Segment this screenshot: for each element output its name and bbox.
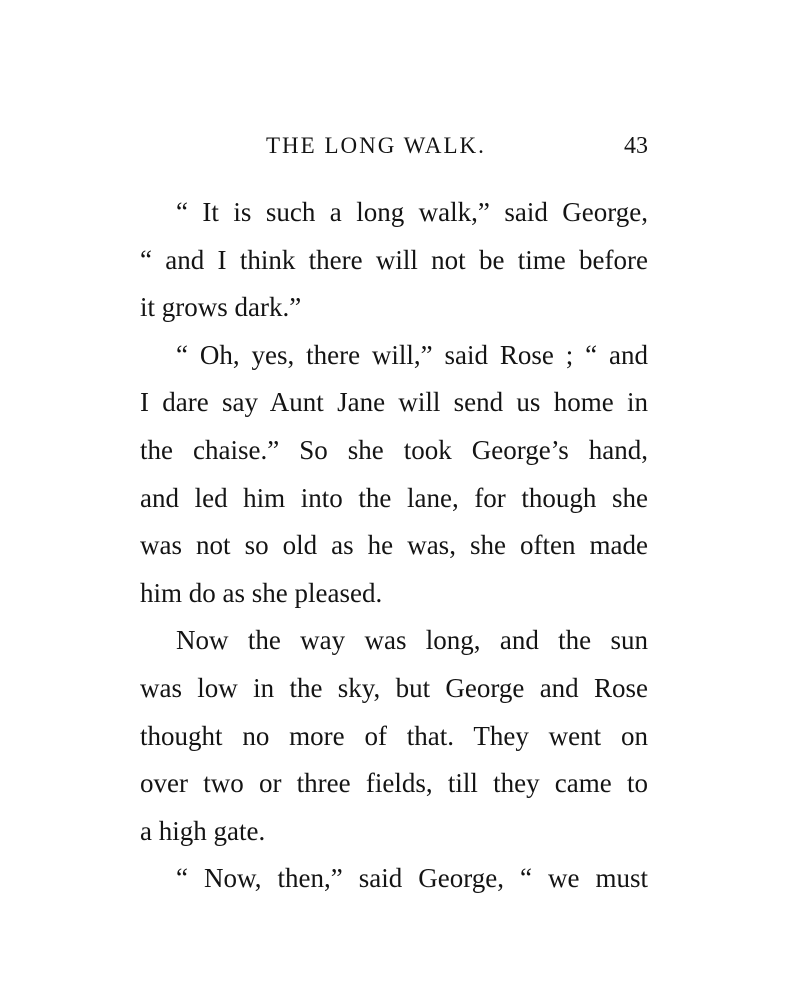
text-line: “ Oh, yes, there will,” said Rose ; “ and xyxy=(176,339,648,370)
text-line: him do as she pleased. xyxy=(140,577,383,608)
text-line: the chaise.” So she took George’s hand, xyxy=(140,434,648,465)
running-head xyxy=(140,133,648,169)
text-line: was not so old as he was, she often made xyxy=(140,530,648,561)
text-line: “ and I think there will not be time before xyxy=(140,244,648,275)
text-line: “ It is such a long walk,” said George, xyxy=(176,197,648,227)
text-line: I dare say Aunt Jane will send us home in xyxy=(140,387,648,418)
text-line: over two or three fields, till they came to xyxy=(140,768,648,799)
page-number: 43 xyxy=(624,133,648,159)
text-line: and led him into the lane, for though she xyxy=(140,482,648,513)
text-line: was low in the sky, but George and Rose xyxy=(140,672,648,703)
running-title: THE LONG WALK. xyxy=(266,133,486,158)
text-line: Now the way was long, and the sun xyxy=(176,625,648,656)
text-line: it grows dark.” xyxy=(140,292,302,323)
text-line: thought no more of that. They went on xyxy=(140,720,648,751)
text-line: a high gate. xyxy=(140,815,266,846)
text-line: “ Now, then,” said George, “ we must xyxy=(176,863,648,894)
body-text xyxy=(140,189,648,903)
